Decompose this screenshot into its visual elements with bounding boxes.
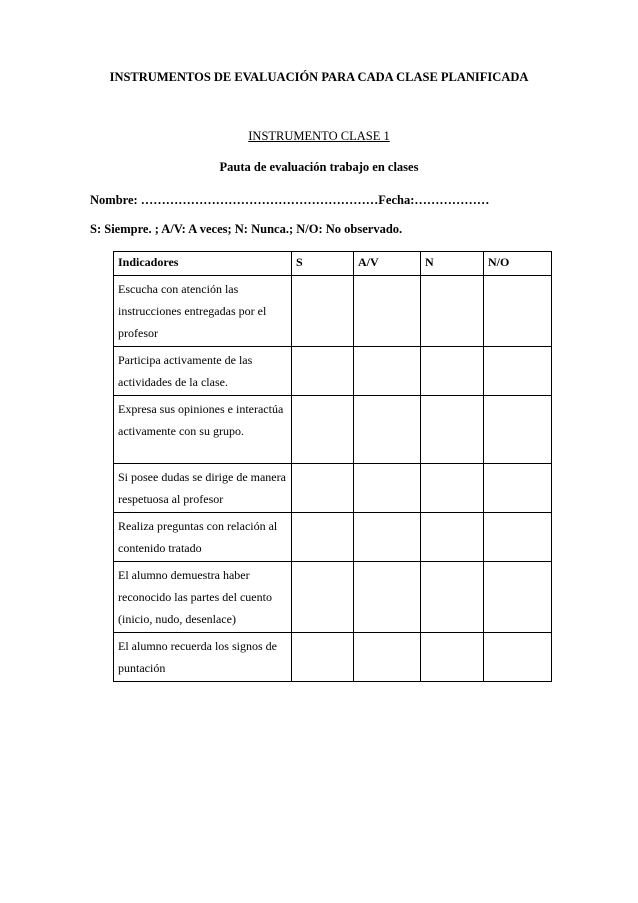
- table-row: [114, 276, 552, 347]
- instrument-title: INSTRUMENTO CLASE 1: [248, 129, 390, 143]
- checkbox-cell-s[interactable]: [292, 276, 354, 347]
- checkbox-cell-av[interactable]: [354, 562, 421, 633]
- header-no: N/O: [484, 252, 552, 276]
- indicator-cell: El alumno recuerda los signos de puntación: [114, 633, 292, 682]
- table-row: [114, 347, 552, 396]
- header-indicadores: Indicadores: [114, 252, 292, 276]
- checkbox-cell-no[interactable]: [484, 276, 552, 347]
- checkbox-cell-n[interactable]: [421, 464, 484, 513]
- document-title: INSTRUMENTOS DE EVALUACIÓN PARA CADA CLASE PLANIFICADA: [109, 70, 529, 84]
- table-row: [114, 513, 552, 562]
- checkbox-cell-s[interactable]: [292, 347, 354, 396]
- checkbox-cell-no[interactable]: [484, 513, 552, 562]
- checkbox-cell-s[interactable]: [292, 633, 354, 682]
- table-header-row: [114, 252, 552, 276]
- indicator-cell: Realiza preguntas con relación al contenido tratado: [114, 513, 292, 562]
- evaluation-subtitle: Pauta de evaluación trabajo en clases: [219, 160, 419, 174]
- checkbox-cell-no[interactable]: [484, 347, 552, 396]
- checkbox-cell-n[interactable]: [421, 396, 484, 464]
- indicator-cell: Expresa sus opiniones e interactúa activamente con su grupo.: [114, 396, 292, 464]
- table-row: [114, 633, 552, 682]
- checkbox-cell-s[interactable]: [292, 396, 354, 464]
- checkbox-cell-av[interactable]: [354, 633, 421, 682]
- checkbox-cell-no[interactable]: [484, 562, 552, 633]
- checkbox-cell-no[interactable]: [484, 633, 552, 682]
- checkbox-cell-s[interactable]: [292, 513, 354, 562]
- checkbox-cell-no[interactable]: [484, 464, 552, 513]
- checkbox-cell-n[interactable]: [421, 347, 484, 396]
- indicator-cell: Participa activamente de las actividades de la clase.: [114, 347, 292, 396]
- checkbox-cell-s[interactable]: [292, 562, 354, 633]
- checkbox-cell-n[interactable]: [421, 562, 484, 633]
- indicator-cell: Si posee dudas se dirige de manera respetuosa al profesor: [114, 464, 292, 513]
- table-row: [114, 464, 552, 513]
- checkbox-cell-n[interactable]: [421, 633, 484, 682]
- header-n: N: [421, 252, 484, 276]
- checkbox-cell-no[interactable]: [484, 396, 552, 464]
- indicator-cell: El alumno demuestra haber reconocido las partes del cuento (inicio, nudo, desenlace): [114, 562, 292, 633]
- scale-legend: S: Siempre. ; A/V: A veces; N: Nunca.; N/O: No observado.: [90, 222, 403, 236]
- name-date-line: Nombre: …………………………………………………Fecha:………………: [90, 193, 490, 207]
- indicator-cell: Escucha con atención las instrucciones entregadas por el profesor: [114, 276, 292, 347]
- evaluation-table: [113, 251, 552, 682]
- checkbox-cell-av[interactable]: [354, 513, 421, 562]
- table-row: [114, 396, 552, 464]
- table-row: [114, 562, 552, 633]
- checkbox-cell-av[interactable]: [354, 464, 421, 513]
- checkbox-cell-av[interactable]: [354, 347, 421, 396]
- checkbox-cell-n[interactable]: [421, 276, 484, 347]
- checkbox-cell-av[interactable]: [354, 276, 421, 347]
- checkbox-cell-av[interactable]: [354, 396, 421, 464]
- header-av: A/V: [354, 252, 421, 276]
- header-s: S: [292, 252, 354, 276]
- checkbox-cell-n[interactable]: [421, 513, 484, 562]
- checkbox-cell-s[interactable]: [292, 464, 354, 513]
